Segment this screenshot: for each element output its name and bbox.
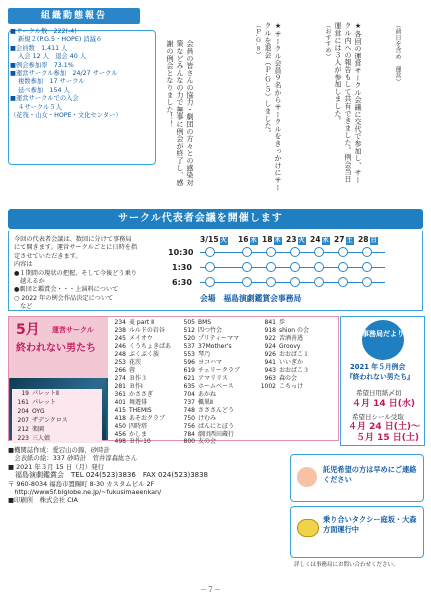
taxi-notice <box>290 506 424 558</box>
footer-line: http://www5f.biglobe.ne.jp/~fukusimaeenkan/ <box>8 488 162 497</box>
slot-circle <box>242 277 252 287</box>
list-item: 207 ザデンクロス <box>17 417 68 424</box>
list-item: 941 いいぎか <box>264 359 304 366</box>
list-item: 784 劇団西田蔵行 <box>183 431 235 438</box>
list-item: 234 麦 part Ⅱ <box>114 319 155 326</box>
list-item: 922 苦酒善逃 <box>264 335 304 342</box>
stats-line: 延べ参加 154 人 <box>18 86 70 94</box>
conference-text <box>14 236 139 312</box>
slot-circle <box>266 277 276 287</box>
office-news-line: 希望日シール受取 <box>352 413 404 421</box>
conference-line: 内容は <box>14 261 33 269</box>
list-item: 635 ホームベース <box>183 383 234 390</box>
list-item: 737 楓巣Ⅱ <box>183 399 213 406</box>
taxi-icon <box>297 519 319 537</box>
conference-line: 越えるか <box>20 278 45 286</box>
column-note-1: （前日を含め 運営） <box>394 22 401 85</box>
office-news-line: ４月 24 日(土)～ <box>348 422 421 432</box>
showcase-month: 5月 <box>16 322 40 338</box>
slot-circle <box>205 262 215 272</box>
list-item: 756 ばんにとぼう <box>183 423 235 430</box>
stats-list <box>10 28 144 120</box>
conference-line: ●１期間の現状の把握、そして今後どう乗り <box>14 269 137 277</box>
office-news-line: ５月 15 日(土) <box>356 433 420 443</box>
footer-line: 〒 960-8034 福島市置賜町 8-30 カスタムビル 2F <box>8 479 155 488</box>
child-care-text: 託児希望の方は早めにご連絡ください <box>323 465 417 484</box>
slot-circle <box>205 247 215 257</box>
list-item: 401 舞遊俳 <box>114 399 148 406</box>
list-item: 418 あそおクラブ <box>114 415 166 422</box>
slot-circle <box>242 247 252 257</box>
showcase-col1 <box>12 389 102 443</box>
column-note-2: （おすすめ） <box>324 22 331 60</box>
stats-line: ■運営サークル参加 24/27 サークル <box>10 70 118 78</box>
date-5: 24 水 <box>310 235 329 244</box>
list-item: 274 Ｂ作３ <box>114 375 148 382</box>
list-item: 361 かささぎ <box>114 391 154 398</box>
slot-circle <box>266 262 276 272</box>
list-item: 253 花茨 <box>114 359 142 366</box>
list-item: 223 三人娘 <box>17 435 51 442</box>
date-4: 23 火 <box>286 235 305 244</box>
stats-line: ■会員数 1,411 人 <box>10 44 68 52</box>
list-item: 520 プリティーママ <box>183 335 240 342</box>
column-text-1: ★各回の運営サークル会議に交代で参加し、サークル内への報告もして共有できました。例会当日運営には３人が参加しました。 <box>334 22 362 184</box>
list-item: 450 四時塔 <box>114 423 148 430</box>
time-1: 10:30 <box>168 248 194 257</box>
list-item: 248 ぶくぶく族 <box>114 351 160 358</box>
date-3: 18 木 <box>262 235 281 244</box>
list-item: 553 琴乃 <box>183 351 211 358</box>
list-item: 266 蓉 <box>114 367 136 374</box>
conference-line: など <box>20 303 33 311</box>
office-news-line: 『終われない男たち』 <box>346 373 414 381</box>
stats-line: ■例会参加率 73.1% <box>10 61 74 69</box>
stats-title: 組織動態報告 <box>8 8 140 24</box>
office-news-line: 2021 年５月例会 <box>350 363 406 371</box>
list-item: 456 かしま <box>114 431 148 438</box>
slot-circle <box>362 247 372 257</box>
list-item: 963 森の会 <box>264 375 298 382</box>
slot-circle <box>242 262 252 272</box>
column-note-3: （Ｐ.Ｇ.８） <box>254 22 261 58</box>
list-item: 918 shion の会 <box>264 327 309 334</box>
conference-line: 今回の代表者会議は、数回に分けて事務局 <box>14 236 132 243</box>
date-6: 27 土 <box>334 235 353 244</box>
list-item: 841 歩 <box>264 319 286 326</box>
list-item: 246 くうちょきぱあ <box>114 343 172 350</box>
stats-line: ４サークル５人 <box>18 103 62 111</box>
slot-circle <box>338 262 348 272</box>
footer-line: ■ 2021 年３月 15 日（月）発行 <box>8 462 105 471</box>
footer-line: ■印刷所 株式会社 CIA <box>8 496 78 505</box>
conference-line: ○ 2022 年の例会作品決定について <box>14 294 114 302</box>
office-news-badge: 事務局だより <box>362 320 404 360</box>
footer-line: ■機関誌作成：愛宕山の錦、砂時計 <box>8 446 110 454</box>
list-item: 19 パレットⅡ <box>21 390 59 397</box>
footer-line: 福島演劇鑑賞会 TEL 024(523)3836 FAX 024(523)3838 <box>8 471 209 480</box>
slot-circle <box>338 247 348 257</box>
office-news-line: ４月 14 日(水) <box>352 399 416 409</box>
list-item: 498 Ｂ作-10 <box>114 438 151 445</box>
slot-circle <box>362 277 372 287</box>
list-item: 926 おおばこ１ <box>264 351 310 358</box>
page-number: －７－ <box>200 586 221 594</box>
time-2: 1:30 <box>172 263 192 272</box>
office-news-line: 希望日用紙〆切 <box>356 389 402 397</box>
conference-header: サークル代表者会議を開催します <box>8 209 423 229</box>
list-item: 415 THEMIS <box>114 407 152 414</box>
conference-line: にて開きます。運営サークルごとに日時を指 <box>14 244 138 252</box>
list-item: 204 OYG <box>17 408 45 415</box>
column-text-3: 会員の皆さんの協力・劇団の方々との感染対策などみんなの力で無事に例会が終了し、感謝の例会となりました！！ <box>166 40 194 186</box>
date-2: 16 水 <box>238 235 257 244</box>
list-item: 245 メイオウ <box>114 335 153 342</box>
stats-line: （花筏・山女・HOPE・文化センター） <box>10 112 122 120</box>
slot-circle <box>266 247 276 257</box>
showcase-col4 <box>259 318 339 441</box>
list-item: 748 さささんどう <box>183 407 235 414</box>
showcase-title: 終われない男たち <box>16 343 96 354</box>
column-text-2: ★サークル会員９名からサークルをきっかけにサークルを退会（Ｐ.Ｇ.５）しました。 <box>264 22 282 191</box>
stats-line: 新規２(P.G.5・HOPE) 消滅６ <box>18 36 103 44</box>
list-item: 512 四つ竹会 <box>183 327 223 334</box>
slot-circle <box>362 262 372 272</box>
list-item: 1002 こちっけ <box>260 383 304 390</box>
footer-info <box>8 446 288 505</box>
list-item: 161 パレット <box>17 399 56 406</box>
list-item: 800 友の会 <box>183 438 217 445</box>
date-1: 3/15 火 <box>200 235 227 244</box>
slot-circle <box>290 277 300 287</box>
date-7: 28 日 <box>358 235 377 244</box>
list-item: 212 楽園 <box>17 426 45 433</box>
list-item: 704 あかね <box>183 391 217 398</box>
slot-circle <box>290 247 300 257</box>
list-item: 505 BMS <box>183 319 212 326</box>
conference-line: ●劇団と鑑賞会・・・上演料について <box>14 286 119 294</box>
time-3: 6:30 <box>172 278 192 287</box>
taxi-sub-text: 詳しくは事務局にお問い合わせください。 <box>294 562 399 568</box>
slot-circle <box>338 277 348 287</box>
list-item: 943 おおばこ３ <box>264 367 310 374</box>
slot-circle <box>314 277 324 287</box>
slot-circle <box>290 262 300 272</box>
list-item: 238 ルルドの岩谷 <box>114 327 165 334</box>
footer-line: 会表紙の絵：337 砂時計 菅井淳森紘さん <box>8 454 138 463</box>
venue-label: 会場 福島演劇鑑賞会事務局 <box>200 294 302 303</box>
stats-line: 複数参加 17 サークル <box>18 78 85 86</box>
stats-line: 入会 12 人 退会 40 人 <box>18 53 87 61</box>
list-item: 537 37Mother's <box>183 343 232 350</box>
list-item: 621 アマリリス <box>183 375 228 382</box>
list-item: 924 Groovy <box>264 343 301 350</box>
showcase-col3 <box>178 318 258 445</box>
list-item: 750 けむみ <box>183 415 217 422</box>
stats-line: ■サークル数 222(-4) <box>10 28 77 35</box>
child-care-notice <box>290 454 424 502</box>
list-item: 596 ヨコハマ <box>183 359 223 366</box>
slot-circle <box>314 247 324 257</box>
taxi-text: 乗り合いタクシー庭坂・大森方面運行中 <box>323 515 417 534</box>
conference-line: 定させていただきます。 <box>14 252 82 260</box>
list-item: 619 チェリークラブ <box>183 367 240 374</box>
list-item: 281 Ｂ作Ⅰ <box>114 383 143 390</box>
slot-circle <box>205 277 215 287</box>
stats-line: ■運営サークルでの入会 <box>10 95 79 103</box>
child-icon <box>297 467 317 487</box>
slot-circle <box>314 262 324 272</box>
showcase-col2 <box>109 318 177 445</box>
showcase-kind: 運営サークル <box>52 326 94 334</box>
